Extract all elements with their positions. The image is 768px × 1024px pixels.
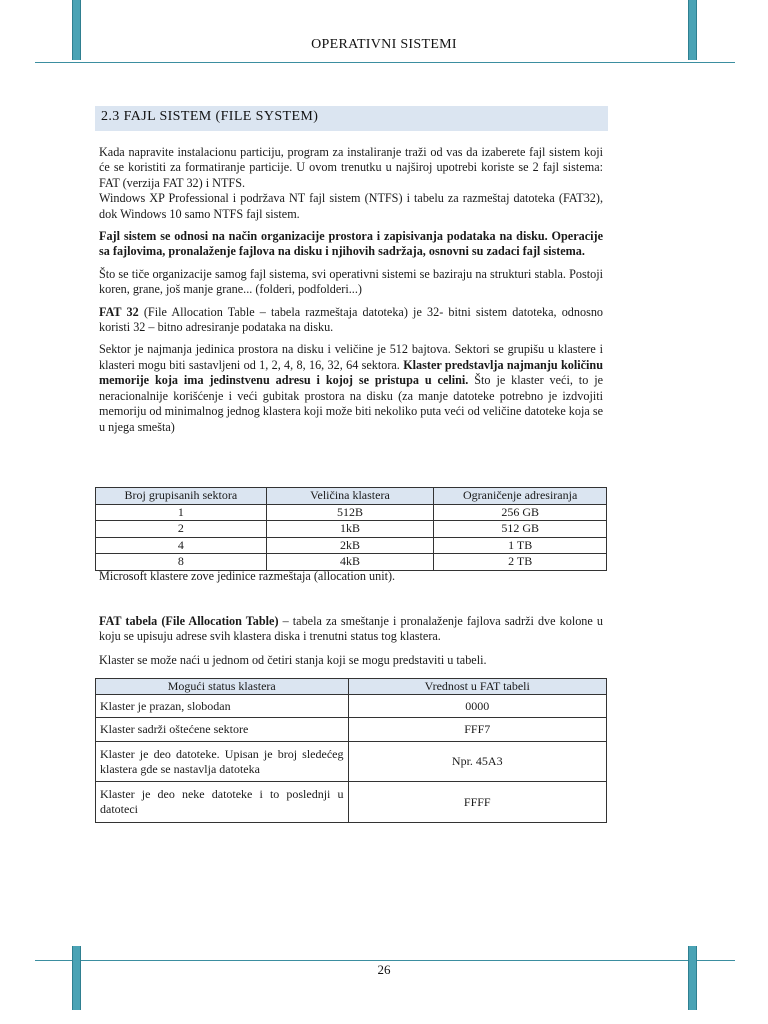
header-rule [35,62,735,63]
table-cell: 1kB [266,521,434,538]
paragraph-definition [99,229,603,260]
table-row [96,537,607,554]
table-cell: Klaster sadrži oštećene sektore [96,718,349,742]
paragraph-fat-table [99,614,603,645]
table-cell: 2kB [266,537,434,554]
table-note: Microsoft klastere zove jedinice razmeštaja (allocation unit). [99,569,396,583]
table-header-row [96,488,607,505]
footer-rule [35,960,735,961]
column-header: Broj grupisanih sektora [96,488,267,505]
table-cell: 4 [96,537,267,554]
section-heading: 2.3 FAJL SISTEM (FILE SYSTEM) [95,106,608,131]
table-row [96,742,607,782]
table-cell: 4kB [266,554,434,571]
table-header-row [96,679,607,695]
table-cell: 2 [96,521,267,538]
column-header: Ograničenje adresiranja [434,488,607,505]
table-cell: FFF7 [348,718,607,742]
table-cell: 1 TB [434,537,607,554]
table-row [96,554,607,571]
paragraph-windows: Windows XP Professional i podržava NT fajl sistem (NTFS) i tabelu za razmeštaj datoteka (FAT32), dok Windows 10 samo NTFS fajl sistem. [99,191,603,221]
table-cell: 2 TB [434,554,607,571]
paragraph-cluster-states: Klaster se može naći u jednom od četiri stanja koji se mogu predstaviti u tabeli. [99,652,487,667]
cluster-status-table [95,678,607,823]
table-row [96,695,607,718]
table-cell: 8 [96,554,267,571]
page-header-title: OPERATIVNI SISTEMI [311,37,457,52]
decorative-bar-bottom-left [72,946,81,1010]
table-cell: 0000 [348,695,607,718]
table-row [96,782,607,823]
paragraph-fat32 [99,305,603,336]
column-header: Vrednost u FAT tabeli [348,679,607,695]
fat32-description: (File Allocation Table – tabela razmeštaja datoteka) je 32- bitni sistem datoteka, odnosno koristi 32 – bitno adresiranje podataka na disku. [99,304,604,335]
fat-table-term: FAT tabela (File Allocation Table) [99,614,279,628]
body-text-fat-table [99,614,603,676]
paragraph-intro: Kada napravite instalacionu particiju, program za instaliranje traži od vas da izaberete fajl sistem koji će se koristiti za formatiranje particije. U ovom trenutku u najširoj upotrebi koriste se 2 fajl sistema: FAT (verzija FAT 32) i NTFS. [99,145,603,190]
table-cell: Klaster je deo neke datoteke i to poslednji u datoteci [96,782,349,823]
table-cell: 512 GB [434,521,607,538]
decorative-bar-bottom-right [688,946,697,1010]
column-header: Veličina klastera [266,488,434,505]
page-number: 26 [377,962,391,977]
body-text [99,145,603,442]
table-cell: Npr. 45A3 [348,742,607,782]
table-cell: Klaster je prazan, slobodan [96,695,349,718]
sectors-text-a: Sektor je najmanja jedinica prostora na disku i veličine je 512 bajtova. Sektori se grupišu u klastere i klasteri mogu biti sastavljeni od 1, 2, 4, 8, 16, 32, 64 sektora. [99,342,603,372]
definition-bold: Fajl sistem se odnosi na način organizacije prostora i zapisivanja podataka na disku. Operacije sa fajlovima, pronalaženje fajlova na disku i njihovih sadržaja, osnovni su zadaci fajl sistema. [99,229,603,259]
sectors-text-b: Što je klaster veći, to je neracionalnije korišćenje i veći gubitak prostora na disku (za manje datoteke potrebno je izdvojiti memoriju od minimalnog jednog klastera koji može biti nekoliko puta veći od veličine datoteke koja se u njega smešta) [99,373,603,434]
paragraph-tree-structure: Što se tiče organizacije samog fajl sistema, svi operativni sistemi se baziraju na strukturi stabla. Postoji koren, grane, još manje grane... (folderi, podfolderi...) [99,266,603,297]
table-cell: 1 [96,504,267,521]
table-cell: FFFF [348,782,607,823]
table-cell: 256 GB [434,504,607,521]
cluster-definition-bold: Klaster predstavlja najmanju količinu memorije koja ima jedinstvenu adresu i kojoj se pristupa u celini. [99,357,603,388]
fat-table-description: – tabela za smeštanje i pronalaženje fajlova sadrži dve kolone u koju se upisuju adrese svih klastera diska i trenutni status tog klastera. [99,614,603,644]
fat32-term: FAT 32 [99,304,139,319]
table-row [96,521,607,538]
table-row [96,504,607,521]
table-cell: Klaster je deo datoteke. Upisan je broj sledećeg klastera gde se nastavlja datoteka [96,742,349,782]
cluster-size-table [95,487,607,571]
paragraph-sectors [99,342,603,434]
table-cell: 512B [266,504,434,521]
table-row [96,718,607,742]
column-header: Mogući status klastera [96,679,349,695]
